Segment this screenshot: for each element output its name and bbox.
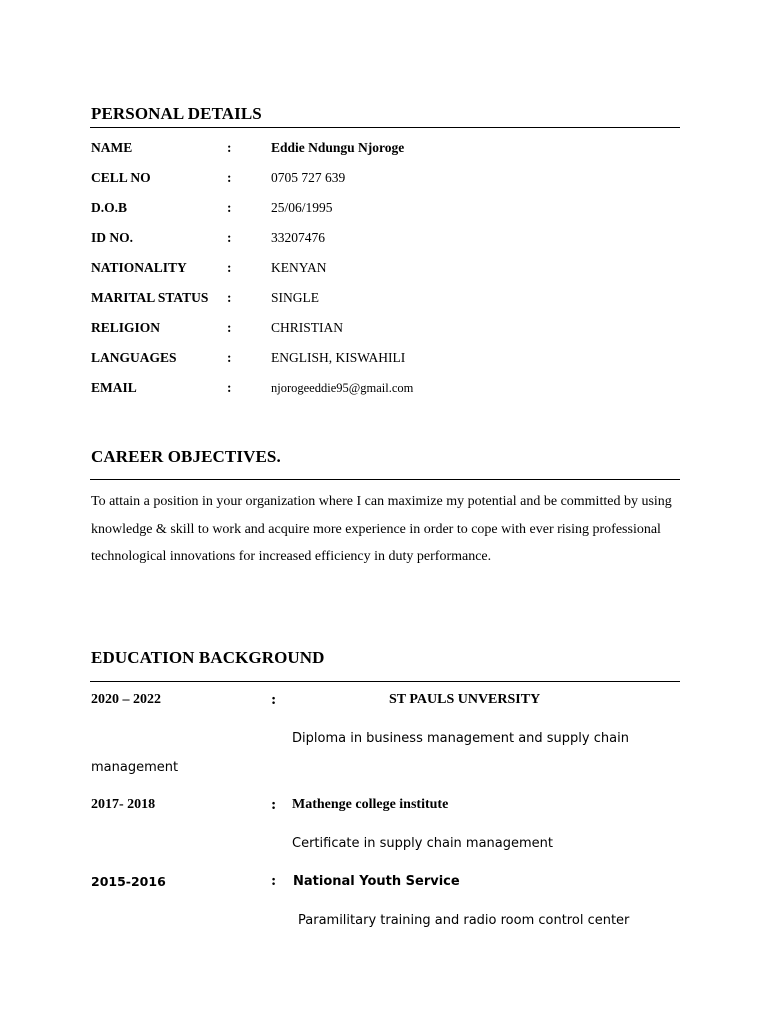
detail-value: 25/06/1995 (271, 200, 333, 215)
education-description-continued: management (91, 760, 179, 775)
detail-value: CHRISTIAN (271, 320, 344, 335)
detail-value: Eddie Ndungu Njoroge (271, 140, 405, 155)
career-objectives-text: To attain a position in your organization where I can maximize my potential and be committed by using knowledge & skill to work and acquire more experience in order to cope with ever rising professional technological innovations for increased efficiency in duty performance. (91, 494, 672, 564)
detail-separator: : (227, 350, 232, 365)
education-heading: EDUCATION BACKGROUND (91, 648, 325, 667)
education-separator: : (271, 797, 277, 813)
detail-label: MARITAL STATUS (91, 290, 209, 305)
detail-row-dob (91, 198, 681, 218)
detail-label: ID NO. (91, 230, 134, 245)
detail-row-nationality (91, 258, 681, 278)
education-description: Certificate in supply chain management (292, 836, 554, 851)
detail-label: NAME (91, 140, 133, 155)
detail-label: CELL NO (91, 170, 151, 185)
detail-separator: : (227, 380, 232, 395)
education-description: Diploma in business management and supply chain (292, 731, 629, 746)
email-value: njorogeeddie95@gmail.com (271, 381, 414, 395)
education-separator: : (271, 692, 277, 708)
detail-value: 33207476 (271, 230, 325, 245)
detail-value: SINGLE (271, 290, 319, 305)
education-years: 2017- 2018 (91, 797, 156, 812)
detail-value: KENYAN (271, 260, 327, 275)
education-institution: Mathenge college institute (292, 797, 449, 812)
detail-label: LANGUAGES (91, 350, 177, 365)
detail-row-id-no (91, 228, 681, 248)
detail-separator: : (227, 320, 232, 335)
detail-value: ENGLISH, KISWAHILI (271, 350, 406, 365)
personal-details-heading: PERSONAL DETAILS (91, 104, 262, 123)
education-institution: National Youth Service (293, 874, 460, 889)
detail-row-religion (91, 318, 681, 338)
detail-label: D.O.B (91, 200, 128, 215)
detail-row-name (91, 138, 681, 158)
education-years: 2015-2016 (91, 874, 166, 889)
detail-separator: : (227, 290, 232, 305)
detail-label: EMAIL (91, 380, 137, 395)
detail-label: RELIGION (91, 320, 161, 335)
detail-separator: : (227, 230, 232, 245)
education-separator: : (271, 873, 277, 889)
education-rule (90, 681, 680, 682)
detail-separator: : (227, 170, 232, 185)
detail-row-marital-status (91, 288, 681, 308)
career-objectives-heading: CAREER OBJECTIVES. (91, 447, 281, 466)
personal-details-rule (90, 127, 680, 128)
detail-separator: : (227, 260, 232, 275)
detail-row-languages (91, 348, 681, 368)
detail-row-cell-no (91, 168, 681, 188)
detail-separator: : (227, 140, 232, 155)
education-description: Paramilitary training and radio room control center (298, 913, 630, 928)
detail-label: NATIONALITY (91, 260, 187, 275)
detail-separator: : (227, 200, 232, 215)
education-institution: ST PAULS UNVERSITY (389, 692, 541, 707)
detail-row-email (91, 378, 681, 398)
detail-value: 0705 727 639 (271, 170, 346, 185)
education-years: 2020 – 2022 (91, 692, 161, 707)
career-objectives-rule (90, 479, 680, 480)
